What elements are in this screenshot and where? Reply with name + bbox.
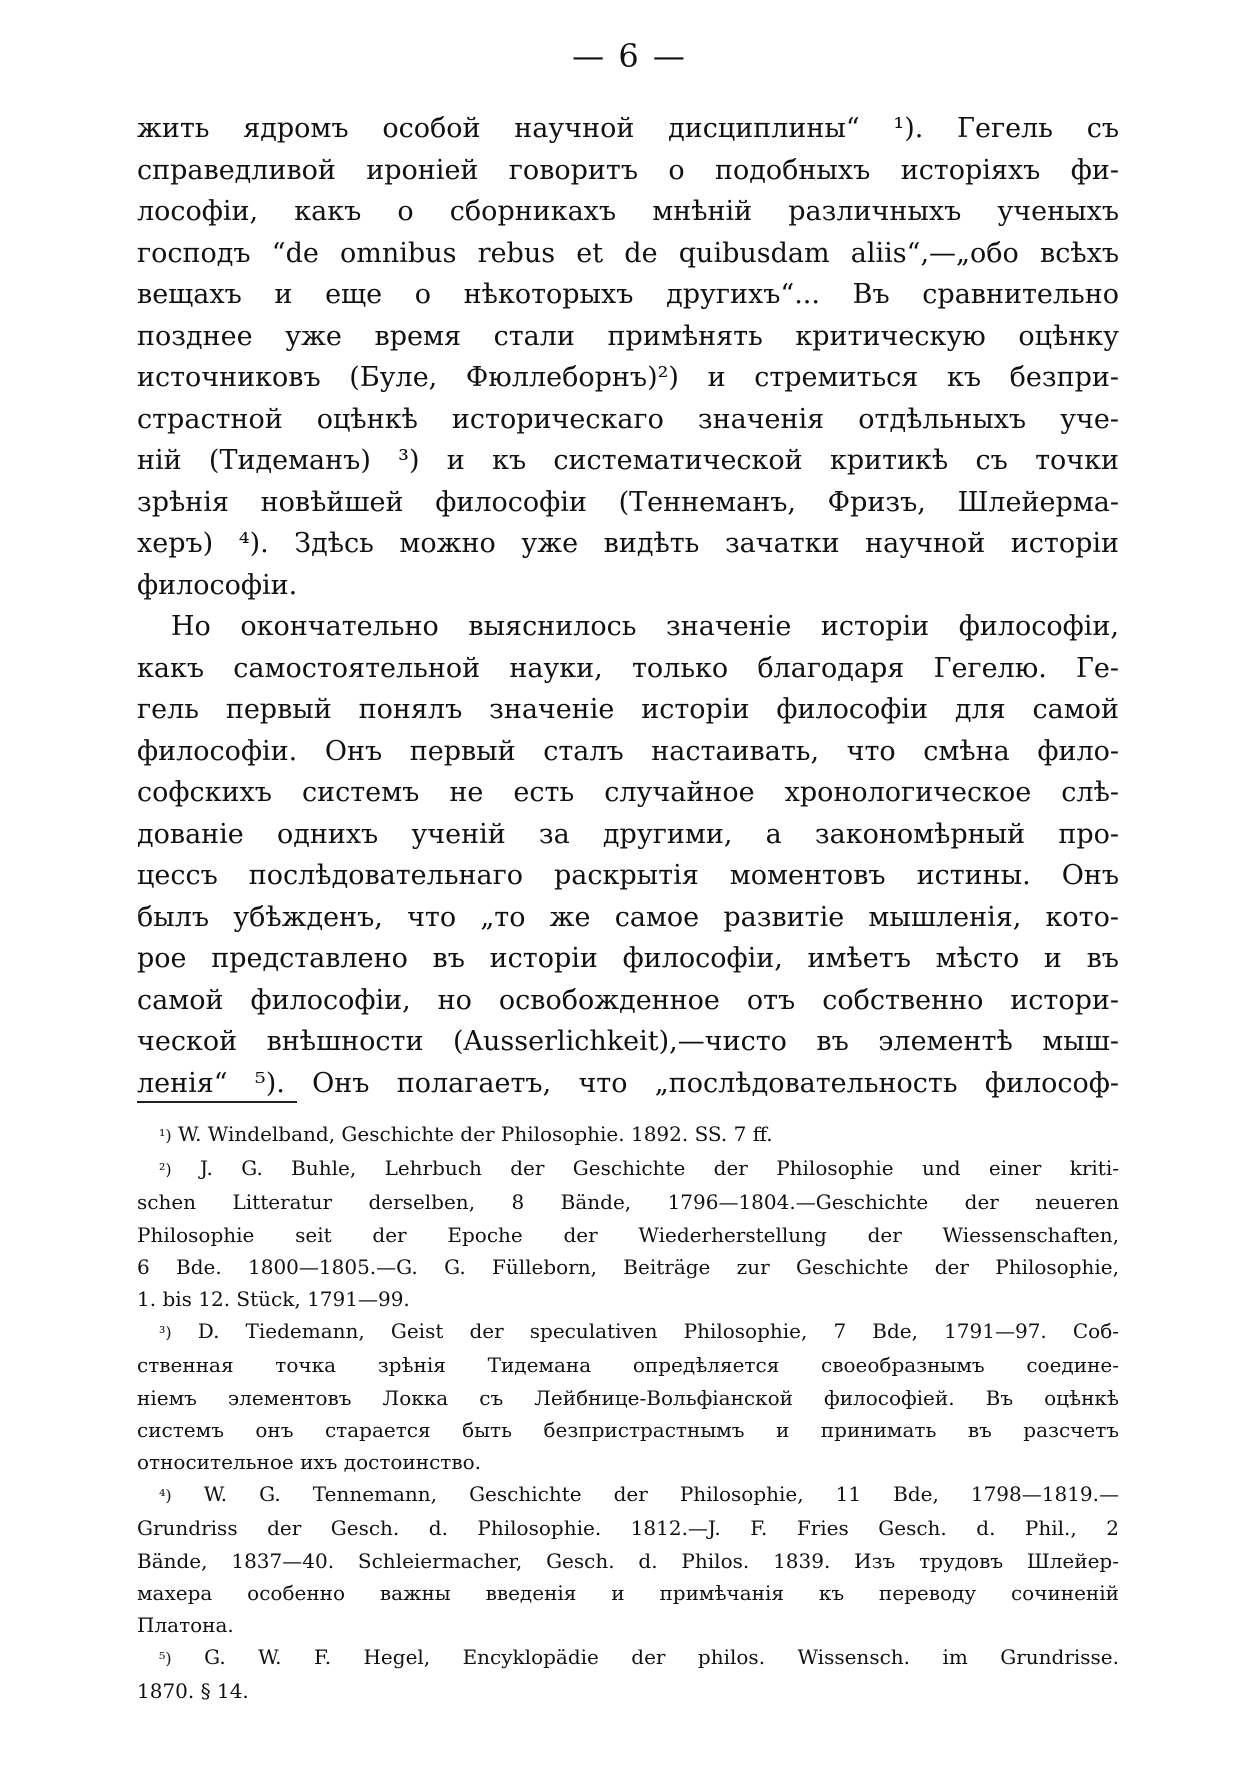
footnote-mark: ¹) <box>159 1126 172 1145</box>
footnote-line <box>137 1118 1119 1152</box>
footnote-line: махера особенно важны введенiя и примѣчанiя къ переводу сочиненiй <box>137 1580 1119 1605</box>
text-line: страстной оцѣнкѣ историческаго значенiя отдѣльныхъ уче- <box>137 403 1119 435</box>
footnote-line: системъ онъ старается быть безпристрастнымъ и принимать въ разсчетъ <box>137 1417 1119 1442</box>
footnote-line: 1870. § 14. <box>137 1679 249 1704</box>
footnote-mark: ³) <box>159 1323 172 1343</box>
paragraph <box>137 606 1119 1104</box>
footnote-line: Philosophie seit der Epoche der Wiederherstellung der Wiessenschaften, <box>137 1222 1119 1247</box>
footnote-text: W. G. Tennemann, Geschichte der Philosophie, 11 Bde, 1798—1819.— <box>203 1482 1120 1507</box>
text-line: цессъ послѣдовательнаго раскрытiя моментовъ истины. Онъ <box>137 860 1119 891</box>
footnotes <box>137 1118 1119 1708</box>
text-line: какъ самостоятельной науки, только благодаря Гегелю. Ге- <box>137 652 1119 684</box>
footnote-text: J. G. Buhle, Lehrbuch der Geschichte der Philosophie und einer kriti- <box>200 1156 1119 1181</box>
page-number: — 6 — <box>572 37 687 75</box>
footnote-line: Bände, 1837—40. Schleiermacher, Gesch. d. Philos. 1839. Изъ трудовъ Шлейер- <box>137 1548 1119 1573</box>
text-line: ческой внѣшности (Ausserlichkeit),—чисто въ элементѣ мыш- <box>137 1026 1119 1057</box>
footnote-line: Grundriss der Gesch. d. Philosophie. 1812.—J. F. Fries Gesch. d. Phil., 2 <box>137 1516 1119 1541</box>
text-line: жить ядромъ особой научной дисциплины“ ¹). Гегель съ <box>137 113 1119 144</box>
footnote-line: ственная точка зрѣнiя Тидемана опредѣляется своеобразнымъ соедине- <box>137 1353 1119 1378</box>
footnote-divider <box>137 1101 297 1103</box>
footnote-line: 1. bis 12. Stück, 1791—99. <box>137 1287 410 1312</box>
text-line: зрѣнiя новѣйшей философiи (Теннеманъ, Фризъ, Шлейерма- <box>137 486 1119 518</box>
paragraph <box>137 108 1119 606</box>
text-line: источниковъ (Буле, Фюллеборнъ)²) и стремиться къ безпри- <box>137 362 1119 393</box>
footnote-mark: ²) <box>159 1160 172 1180</box>
text-line: философiи. <box>137 569 298 601</box>
text-line: позднее уже время стали примѣнять критическую оцѣнку <box>137 320 1119 352</box>
footnote-mark: ⁴) <box>159 1486 172 1506</box>
footnote-line: Платона. <box>137 1613 234 1638</box>
footnote <box>137 1118 1119 1152</box>
footnote-line: 6 Bde. 1800—1805.—G. G. Fülleborn, Beiträge zur Geschichte der Philosophie, <box>137 1254 1119 1279</box>
footnote-line <box>137 1315 1119 1349</box>
text-line: нiй (Тидеманъ) ³) и къ систематической критикѣ съ точки <box>137 445 1119 476</box>
footnote-line <box>137 1478 1119 1512</box>
text-line: былъ убѣжденъ, что „то же самое развитiе мышленiя, кото- <box>137 901 1119 933</box>
footnote <box>137 1315 1119 1478</box>
footnote <box>137 1641 1119 1707</box>
footnote-line: нiемъ элементовъ Локка съ Лейбнице-Вольфiанской философiей. Въ оцѣнкѣ <box>137 1385 1119 1410</box>
text-line: вещахъ и еще о нѣкоторыхъ другихъ“... Въ сравнительно <box>137 279 1119 310</box>
footnote-line <box>137 1152 1119 1186</box>
text-line: господъ “de omnibus rebus et de quibusdam aliis“,—„обо всѣхъ <box>137 237 1119 269</box>
footnote-line: schen Litteratur derselben, 8 Bände, 1796—1804.—Geschichte der neueren <box>137 1190 1119 1215</box>
footnote-text: D. Tiedemann, Geist der speculativen Philosophie, 7 Bde, 1791—97. Соб- <box>197 1319 1120 1344</box>
footnote <box>137 1478 1119 1641</box>
main-text <box>137 108 1119 1104</box>
footnote-mark: ⁵) <box>159 1649 172 1669</box>
text-line: рое представлено въ исторiи философiи, имѣетъ мѣсто и въ <box>137 943 1119 974</box>
text-line: лософiи, какъ о сборникахъ мнѣнiй различныхъ ученыхъ <box>137 196 1119 227</box>
footnote-text: G. W. F. Hegel, Encyklopädie der philos. Wissensch. im Grundrisse. <box>204 1645 1119 1670</box>
footnote-line: относительное ихъ достоинство. <box>137 1450 482 1475</box>
text-line: самой философiи, но освобожденное отъ собственно истори- <box>137 984 1119 1016</box>
text-line: философiи. Онъ первый сталъ настаивать, что смѣна фило- <box>137 735 1119 767</box>
text-line: софскихъ системъ не есть случайное хронологическое слѣ- <box>137 777 1119 808</box>
text-line: дованiе однихъ ученiй за другими, а закономѣрный про- <box>137 818 1119 850</box>
text-line: Но окончательно выяснилось значенiе исторiи философiи, <box>171 611 1119 642</box>
text-line: справедливой иронiей говоритъ о подобныхъ исторiяхъ фи- <box>137 154 1119 186</box>
footnote <box>137 1152 1119 1315</box>
text-line: херъ) ⁴). Здѣсь можно уже видѣть зачатки научной исторiи <box>137 528 1119 559</box>
text-line: ленiя“ ⁵). Онъ полагаетъ, что „послѣдовательность философ- <box>137 1067 1119 1099</box>
footnote-text: W. Windelband, Geschichte der Philosophie. 1892. SS. 7 ff. <box>178 1122 773 1146</box>
footnote-line <box>137 1641 1119 1675</box>
text-line: гель первый понялъ значенiе исторiи философiи для самой <box>137 694 1119 725</box>
